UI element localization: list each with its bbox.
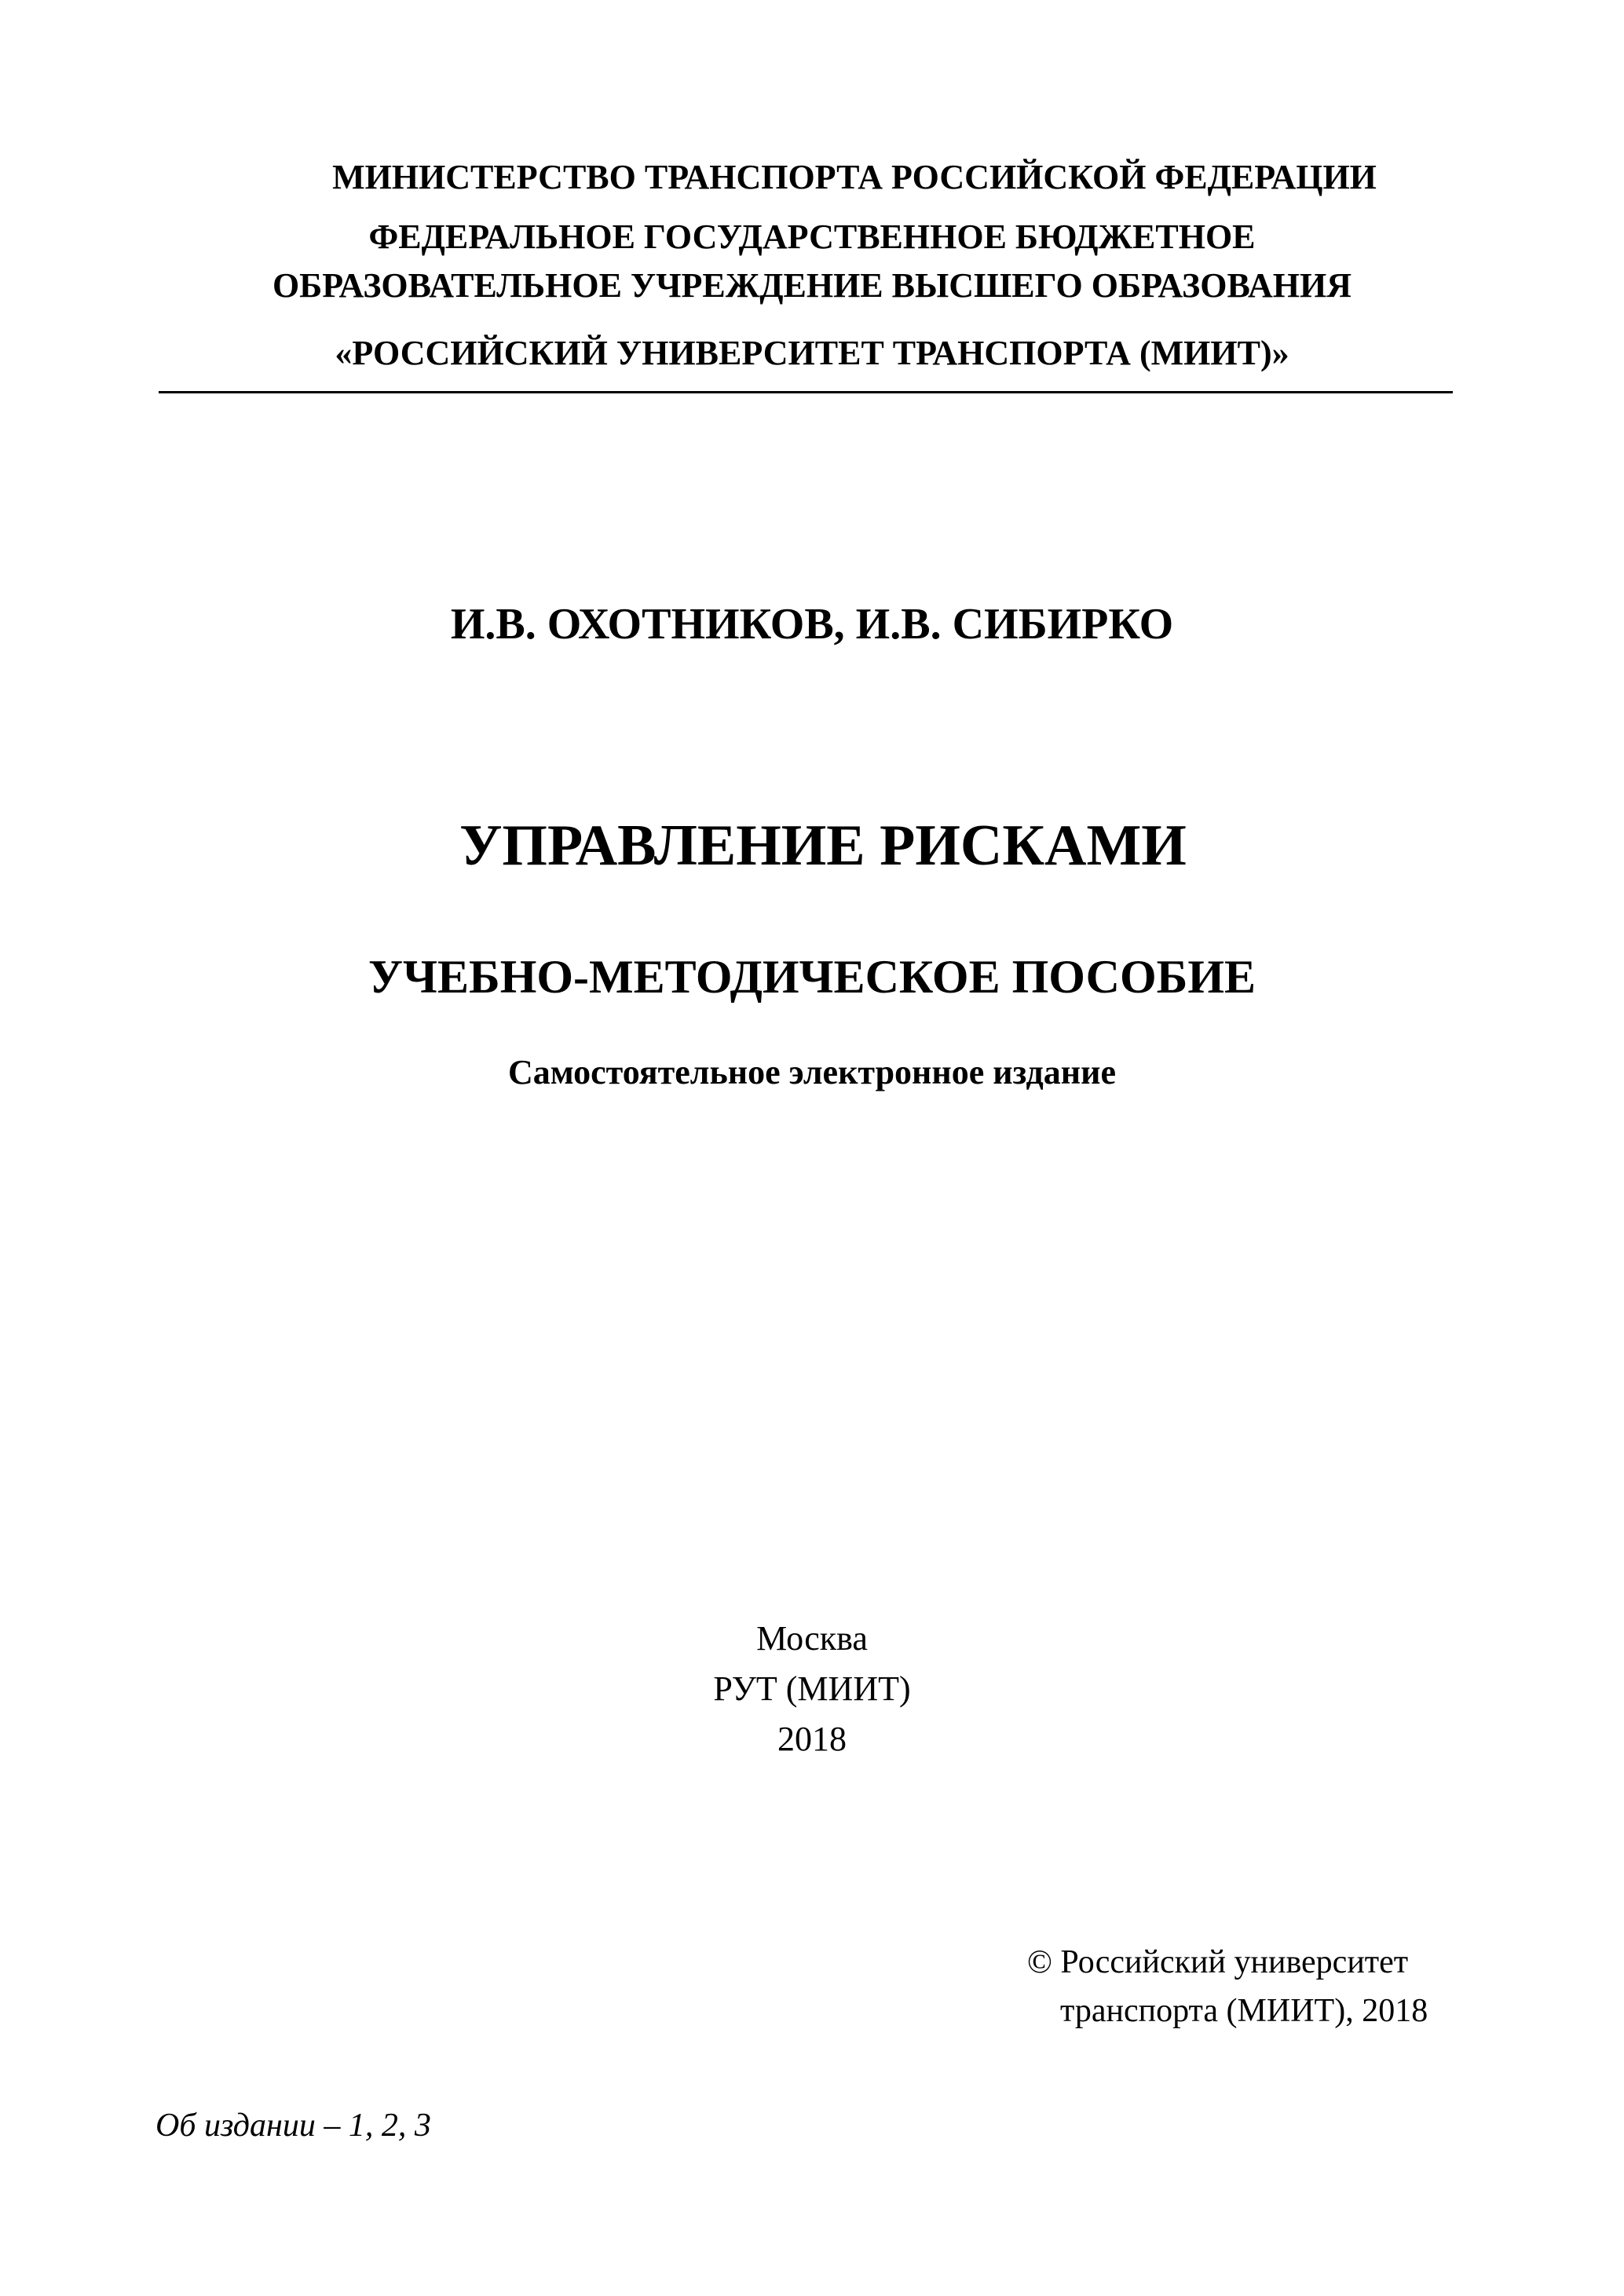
imprint-year: 2018	[777, 1720, 847, 1758]
header-divider	[159, 391, 1453, 393]
copyright-line-1: © Российский университет	[1027, 1944, 1409, 1980]
university-name: «РОССИЙСКИЙ УНИВЕРСИТЕТ ТРАНСПОРТА (МИИТ)»	[335, 334, 1289, 372]
ministry-header: МИНИСТЕРСТВО ТРАНСПОРТА РОССИЙСКОЙ ФЕДЕРАЦИИ	[332, 158, 1377, 196]
edition-type: Самостоятельное электронное издание	[507, 1053, 1117, 1091]
copyright-line-2: транспорта (МИИТ), 2018	[1060, 1993, 1428, 2029]
authors: И.В. ОХОТНИКОВ, И.В. СИБИРКО	[450, 600, 1174, 649]
imprint-city: Москва	[756, 1619, 868, 1658]
about-edition-note: Об издании – 1, 2, 3	[155, 2108, 431, 2144]
institution-line-1: ФЕДЕРАЛЬНОЕ ГОСУДАРСТВЕННОЕ БЮДЖЕТНОЕ	[368, 218, 1256, 256]
document-subtitle: УЧЕБНО-МЕТОДИЧЕСКОЕ ПОСОБИЕ	[368, 951, 1256, 1003]
institution-line-2: ОБРАЗОВАТЕЛЬНОЕ УЧРЕЖДЕНИЕ ВЫСШЕГО ОБРАЗОВАНИЯ	[272, 266, 1352, 305]
document-title: УПРАВЛЕНИЕ РИСКАМИ	[459, 813, 1187, 878]
imprint-publisher: РУТ (МИИТ)	[713, 1669, 911, 1708]
